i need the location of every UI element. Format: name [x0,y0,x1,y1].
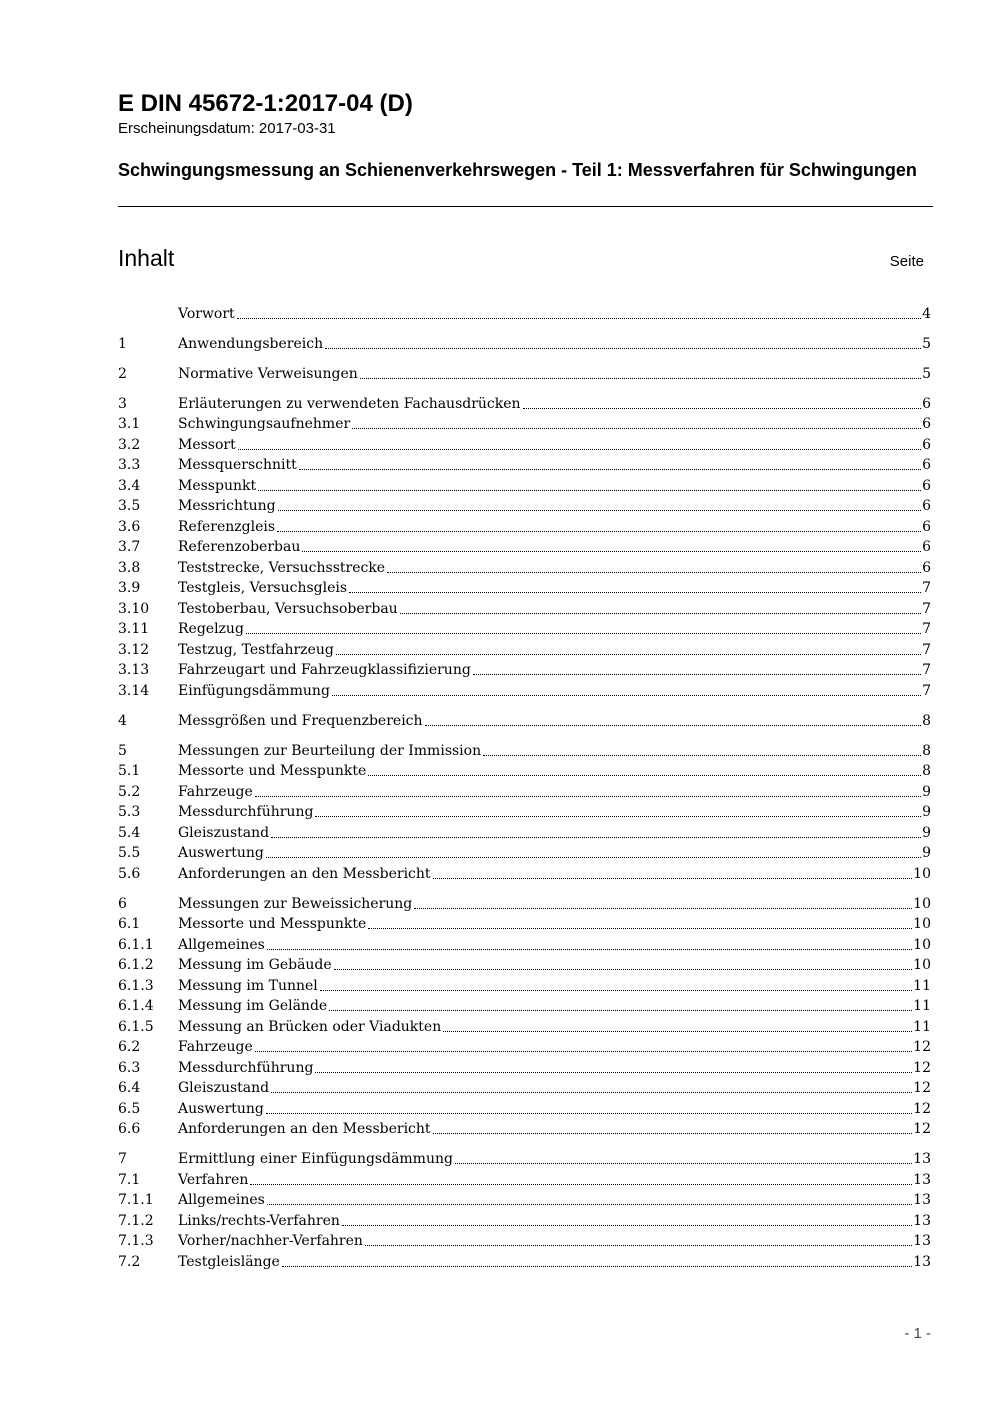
toc-entry-page: 7 [922,580,931,596]
toc-entry-title: Messorte und Messpunkte [178,916,367,932]
toc-entry-title: Einfügungsdämmung [178,682,330,699]
toc-entry-number: 6.1.1 [118,936,154,953]
toc-entry-page: 9 [922,804,931,820]
toc-entry-title: Auswertung [178,845,264,861]
toc-entry[interactable] [118,862,931,883]
toc-entry[interactable] [118,597,931,618]
toc-entry-page: 12 [913,1080,931,1096]
toc-dot-leader [266,857,921,858]
toc-entry-page: 11 [913,977,931,994]
toc-entry-title: Messdurchführung [178,1059,314,1076]
toc-entry-page: 11 [913,1018,931,1035]
toc-entry-number: 6.2 [118,1039,141,1055]
toc-entry-page: 12 [913,1100,931,1117]
toc-dot-leader [332,695,921,696]
toc-entry[interactable] [118,618,931,639]
toc-entry[interactable] [118,659,931,680]
toc-entry-title: Teststrecke, Versuchsstrecke [178,559,386,576]
toc-entry-page: 10 [913,957,931,973]
toc-entry[interactable] [118,842,931,863]
toc-dot-leader [365,1245,912,1246]
toc-entry-title: Vorher/nachher-Verfahren [178,1233,363,1249]
toc-entry-number: 6.6 [118,1121,141,1137]
toc-entry[interactable] [118,454,931,475]
toc-dot-leader [368,775,921,776]
toc-entry[interactable] [118,1250,931,1271]
toc-entry[interactable] [118,1148,931,1169]
toc-entry[interactable] [118,1118,931,1139]
table-of-contents [118,302,931,1271]
toc-dot-leader [329,1010,912,1011]
toc-entry-page: 10 [913,865,931,882]
toc-dot-leader [267,1204,912,1205]
toc-entry-title: Messort [178,436,236,453]
toc-entry[interactable] [118,1168,931,1189]
toc-entry-title: Referenzgleis [178,518,276,535]
toc-entry-page: 5 [922,365,931,382]
toc-entry-page: 6 [922,395,931,412]
toc-entry-title: Fahrzeugart und Fahrzeugklassifizierung [178,662,471,678]
toc-dot-leader [255,796,921,797]
toc-entry-number: 5.5 [118,845,141,861]
toc-dot-leader [299,469,921,470]
toc-dot-leader [425,725,922,726]
toc-entry-number: 5.1 [118,763,141,779]
toc-entry-number: 5.4 [118,824,141,841]
toc-entry-number: 6.1.4 [118,998,154,1014]
toc-entry[interactable] [118,892,931,913]
toc-entry[interactable] [118,974,931,995]
toc-entry[interactable] [118,1230,931,1251]
toc-entry[interactable] [118,821,931,842]
toc-entry-page: 6 [922,539,931,555]
toc-dot-leader [271,1092,912,1093]
toc-entry-title: Messung im Gebäude [178,957,332,973]
toc-entry[interactable] [118,495,931,516]
toc-entry-page: 13 [913,1253,931,1270]
toc-entry-page: 6 [922,477,931,494]
toc-dot-leader [433,878,913,879]
toc-entry-title: Erläuterungen zu verwendeten Fachausdrücken [178,395,521,412]
toc-entry-number: 7.1 [118,1171,141,1188]
toc-entry-title: Testgleislänge [178,1253,280,1270]
toc-entry[interactable] [118,302,931,323]
toc-entry-number: 3.7 [118,539,141,555]
toc-dot-leader [258,490,921,491]
toc-dot-leader [315,816,921,817]
toc-dot-leader [387,572,921,573]
toc-dot-leader [349,592,921,593]
toc-entry-number: 6.3 [118,1059,141,1076]
toc-entry-page: 4 [922,305,931,322]
toc-entry-page: 11 [913,998,931,1014]
toc-entry-title: Anforderungen an den Messbericht [178,865,431,882]
toc-dot-leader [320,990,912,991]
toc-entry-number: 6.5 [118,1100,141,1117]
toc-entry-number: 6.1.5 [118,1018,154,1035]
toc-entry-number: 7.1.2 [118,1212,154,1229]
toc-dot-leader [443,1031,912,1032]
toc-entry-page: 13 [913,1171,931,1188]
toc-entry[interactable] [118,1209,931,1230]
toc-entry-title: Messrichtung [178,498,276,514]
toc-entry[interactable] [118,739,931,760]
toc-entry[interactable] [118,1077,931,1098]
toc-entry-number: 7.2 [118,1253,141,1270]
toc-entry-page: 7 [922,682,931,699]
toc-entry-page: 10 [913,936,931,953]
toc-entry-title: Normative Verweisungen [178,365,358,382]
toc-entry-title: Messorte und Messpunkte [178,763,367,779]
toc-entry-number: 3.10 [118,600,150,617]
toc-entry-page: 13 [913,1212,931,1229]
toc-entry-number: 6.1.2 [118,957,154,973]
toc-entry-page: 6 [922,416,931,432]
toc-entry-page: 6 [922,436,931,453]
toc-entry-number: 4 [118,712,127,729]
toc-entry[interactable] [118,536,931,557]
toc-entry-title: Allgemeines [178,1192,265,1208]
toc-dot-leader [523,408,922,409]
toc-entry-page: 13 [913,1151,931,1167]
toc-entry-number: 3.3 [118,457,141,473]
toc-entry-number: 3.12 [118,641,150,658]
document-id: E DIN 45672-1:2017-04 (D) [118,90,413,117]
toc-dot-leader [352,428,921,429]
toc-entry-title: Messung im Gelände [178,998,328,1014]
toc-entry-title: Vorwort [178,305,235,322]
toc-entry-title: Messung im Tunnel [178,977,318,994]
toc-dot-leader [255,1051,912,1052]
toc-entry-number: 5.6 [118,865,141,882]
toc-entry-title: Regelzug [178,621,244,637]
toc-entry-number: 3.6 [118,518,141,535]
toc-entry-number: 3.13 [118,662,150,678]
toc-entry[interactable] [118,577,931,598]
toc-entry-page: 9 [922,783,931,800]
toc-entry-title: Links/rechts-Verfahren [178,1212,340,1229]
toc-entry-page: 6 [922,457,931,473]
toc-entry[interactable] [118,995,931,1016]
toc-entry-title: Messungen zur Beurteilung der Immission [178,742,482,759]
toc-entry-title: Messungen zur Beweissicherung [178,895,413,912]
toc-entry-number: 7.1.3 [118,1233,154,1249]
toc-entry[interactable] [118,332,931,353]
toc-entry-number: 3 [118,395,127,412]
publication-date: Erscheinungsdatum: 2017-03-31 [118,120,336,137]
toc-entry-number: 6.1.3 [118,977,154,994]
toc-entry[interactable] [118,413,931,434]
toc-entry-page: 8 [922,763,931,779]
toc-dot-leader [400,613,921,614]
toc-entry-page: 6 [922,559,931,576]
toc-entry-title: Messquerschnitt [178,457,297,473]
toc-entry-number: 6 [118,895,127,912]
toc-entry[interactable] [118,933,931,954]
toc-entry-page: 13 [913,1192,931,1208]
toc-entry-page: 7 [922,662,931,678]
toc-entry-page: 10 [913,916,931,932]
toc-dot-leader [342,1225,912,1226]
toc-entry[interactable] [118,474,931,495]
toc-entry[interactable] [118,433,931,454]
toc-entry-title: Fahrzeuge [178,1039,253,1055]
toc-entry-page: 12 [913,1059,931,1076]
toc-dot-leader [266,1113,912,1114]
toc-entry-title: Messung an Brücken oder Viadukten [178,1018,442,1035]
toc-entry-title: Testzug, Testfahrzeug [178,641,334,658]
toc-entry-page: 12 [913,1121,931,1137]
toc-heading: Inhalt [118,245,175,271]
toc-entry[interactable] [118,954,931,975]
toc-entry-number: 3.14 [118,682,150,699]
toc-entry-number: 3.8 [118,559,141,576]
toc-dot-leader [473,674,921,675]
toc-entry-number: 2 [118,365,127,382]
toc-entry-number: 5.3 [118,804,141,820]
toc-entry[interactable] [118,913,931,934]
toc-entry-number: 6.1 [118,916,141,932]
toc-dot-leader [238,449,921,450]
toc-dot-leader [246,633,921,634]
toc-dot-leader [237,318,921,319]
toc-entry-number: 3.4 [118,477,141,494]
toc-entry-title: Testgleis, Versuchsgleis [178,580,348,596]
toc-entry[interactable] [118,556,931,577]
toc-entry-number: 1 [118,335,127,352]
toc-entry-number: 3.1 [118,416,141,432]
toc-dot-leader [414,908,912,909]
toc-entry[interactable] [118,780,931,801]
toc-entry-number: 7.1.1 [118,1192,154,1208]
toc-dot-leader [455,1163,912,1164]
toc-entry-number: 3.11 [118,621,150,637]
toc-dot-leader [302,551,921,552]
toc-entry-page: 6 [922,498,931,514]
toc-entry-title: Messdurchführung [178,804,314,820]
toc-entry-number: 7 [118,1151,127,1167]
toc-dot-leader [360,378,921,379]
toc-entry[interactable] [118,801,931,822]
toc-entry-title: Messpunkt [178,477,257,494]
toc-dot-leader [334,969,912,970]
toc-entry-number: 3.9 [118,580,141,596]
toc-entry-number: 6.4 [118,1080,141,1096]
toc-dot-leader [277,531,921,532]
toc-entry[interactable] [118,1056,931,1077]
toc-page-column-label: Seite [889,253,924,270]
toc-dot-leader [315,1072,912,1073]
toc-entry[interactable] [118,515,931,536]
toc-entry[interactable] [118,1097,931,1118]
toc-dot-leader [271,837,921,838]
toc-entry[interactable] [118,1189,931,1210]
toc-entry-page: 9 [922,845,931,861]
toc-entry-number: 5 [118,742,127,759]
toc-entry-page: 5 [922,335,931,352]
toc-entry-page: 13 [913,1233,931,1249]
toc-entry-title: Gleiszustand [178,1080,270,1096]
toc-dot-leader [483,755,921,756]
toc-dot-leader [336,654,921,655]
toc-dot-leader [282,1266,912,1267]
toc-entry-title: Auswertung [178,1100,264,1117]
toc-entry[interactable] [118,1015,931,1036]
toc-entry[interactable] [118,638,931,659]
title-divider [118,206,933,207]
page-number: - 1 - [904,1325,931,1342]
toc-entry-page: 8 [922,742,931,759]
toc-entry-number: 3.2 [118,436,141,453]
toc-dot-leader [267,949,912,950]
toc-entry-page: 9 [922,824,931,841]
toc-entry-title: Gleiszustand [178,824,270,841]
toc-dot-leader [368,928,912,929]
toc-entry-title: Testoberbau, Versuchsoberbau [178,600,398,617]
toc-dot-leader [278,510,921,511]
toc-entry-title: Referenzoberbau [178,539,301,555]
toc-entry-title: Messgrößen und Frequenzbereich [178,712,423,729]
toc-entry-page: 12 [913,1039,931,1055]
document-title: Schwingungsmessung an Schienenverkehrswegen - Teil 1: Messverfahren für Schwingungen [118,160,917,180]
toc-entry[interactable] [118,760,931,781]
toc-entry-page: 10 [913,895,931,912]
toc-entry[interactable] [118,1036,931,1057]
toc-entry[interactable] [118,679,931,700]
toc-entry-title: Anforderungen an den Messbericht [178,1121,431,1137]
toc-entry[interactable] [118,362,931,383]
toc-entry-number: 3.5 [118,498,141,514]
toc-entry[interactable] [118,709,931,730]
toc-entry-page: 7 [922,600,931,617]
toc-dot-leader [325,348,921,349]
toc-entry-page: 8 [922,712,931,729]
toc-entry-page: 7 [922,641,931,658]
toc-entry-page: 6 [922,518,931,535]
toc-entry-title: Schwingungsaufnehmer [178,416,351,432]
toc-entry-title: Verfahren [178,1171,249,1188]
toc-entry[interactable] [118,392,931,413]
toc-dot-leader [433,1133,913,1134]
toc-entry-title: Anwendungsbereich [178,335,324,352]
toc-entry-number: 5.2 [118,783,141,800]
toc-entry-title: Fahrzeuge [178,783,253,800]
toc-entry-title: Ermittlung einer Einfügungsdämmung [178,1151,453,1167]
toc-dot-leader [250,1184,912,1185]
toc-entry-page: 7 [922,621,931,637]
toc-entry-title: Allgemeines [178,936,265,953]
